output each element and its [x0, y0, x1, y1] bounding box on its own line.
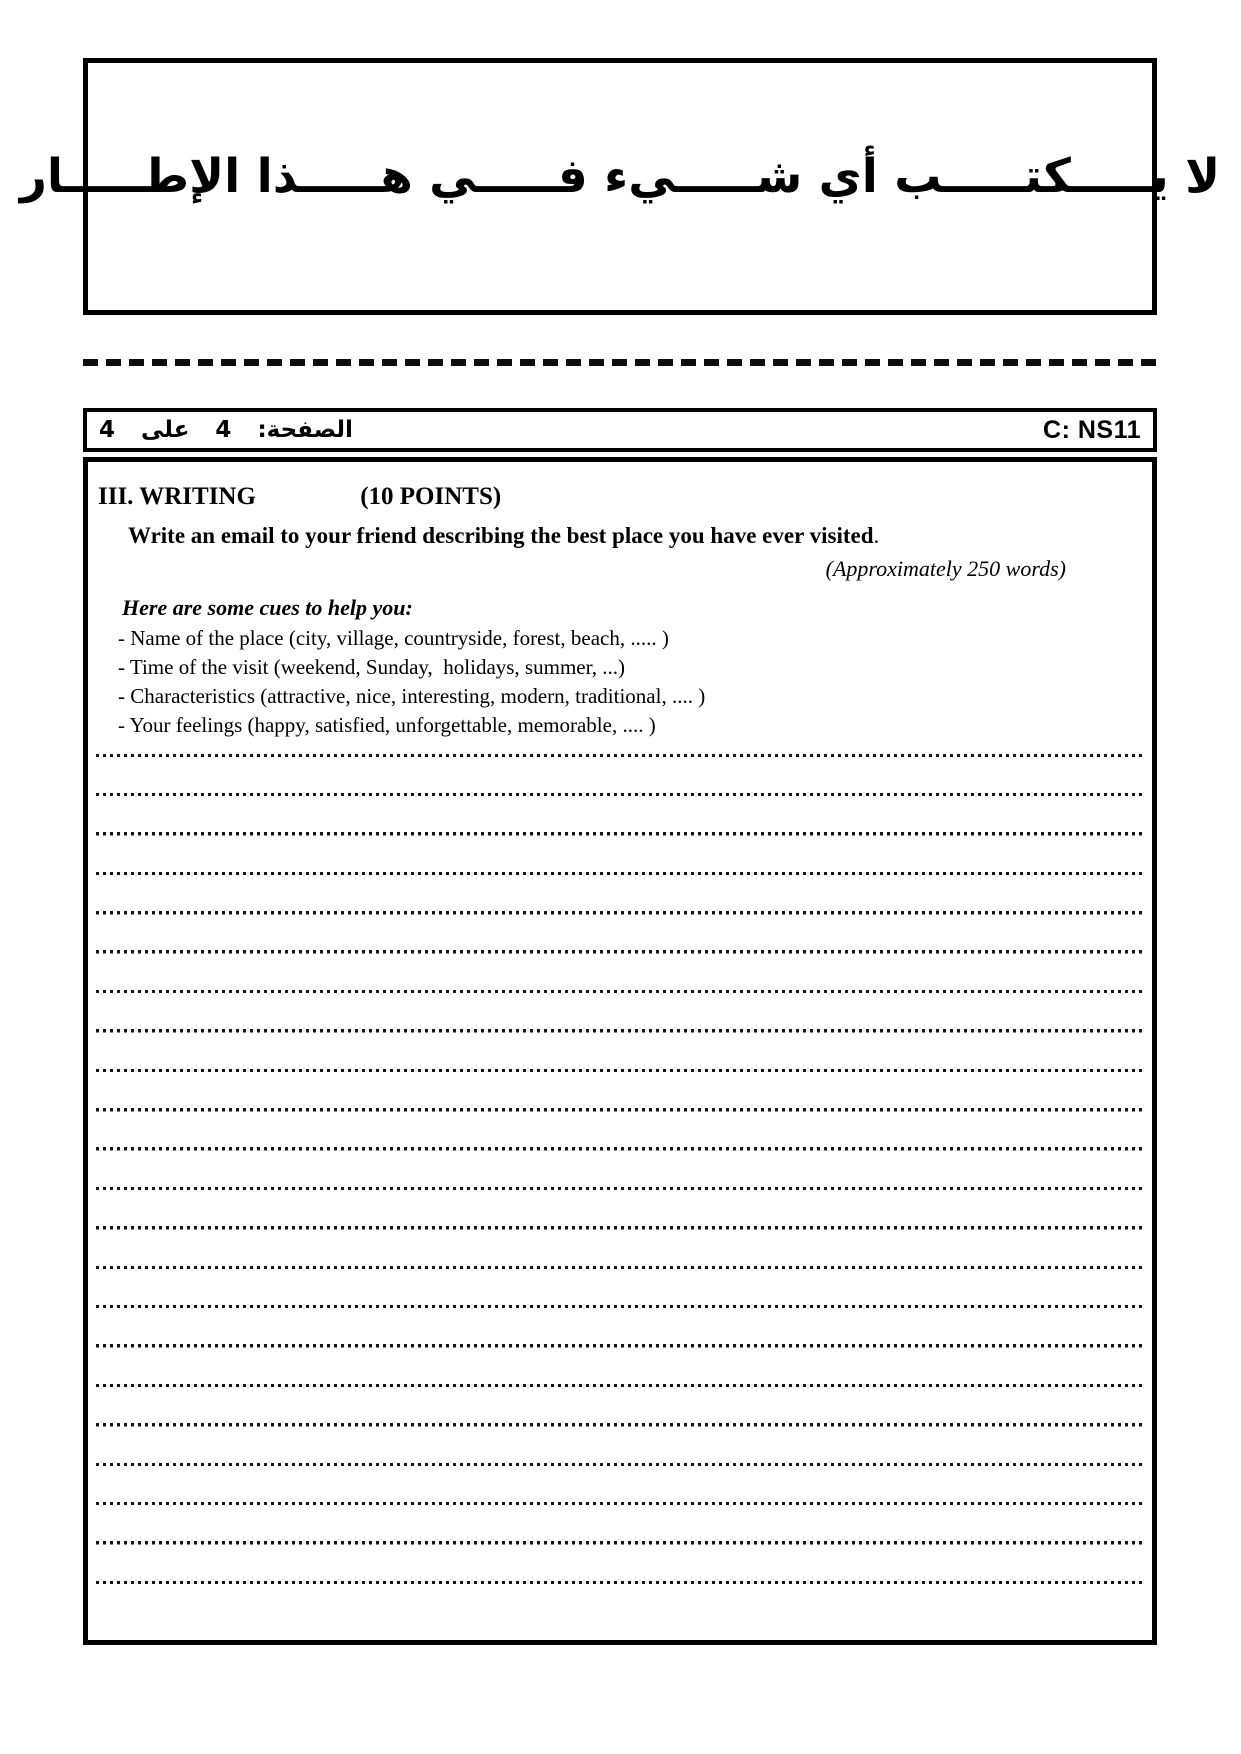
cue-item: - Your feelings (happy, satisfied, unforgettable, memorable, .... ) — [118, 713, 656, 737]
answer-line — [96, 796, 1144, 835]
writing-prompt-text: Write an email to your friend describing the best place you have ever visited — [128, 523, 874, 548]
writing-prompt — [128, 522, 1144, 550]
answer-line — [96, 1348, 1144, 1387]
answer-line — [96, 1466, 1144, 1505]
answer-line — [96, 1112, 1144, 1151]
page-number-info — [99, 417, 353, 443]
no-write-frame-box — [19, 58, 1221, 315]
section-title: III. WRITING — [98, 483, 256, 510]
cues-list — [118, 624, 1144, 740]
dashed-separator — [83, 359, 1157, 366]
writing-section-box — [83, 457, 1157, 1645]
cues-intro: Here are some cues to help you: — [122, 595, 413, 620]
page-header-bar — [83, 408, 1157, 452]
answer-line — [96, 757, 1144, 796]
answer-line — [96, 1190, 1144, 1229]
answer-line — [96, 1308, 1144, 1347]
cue-item: - Name of the place (city, village, countryside, forest, beach, ..... ) — [118, 626, 669, 650]
answer-line — [96, 1505, 1144, 1544]
cue-item: - Characteristics (attractive, nice, interesting, modern, traditional, .... ) — [118, 684, 706, 708]
writing-prompt-period: . — [873, 523, 880, 548]
answer-line — [96, 1072, 1144, 1111]
answer-line — [96, 740, 1144, 757]
cue-item: - Time of the visit (weekend, Sunday, holidays, summer, ...) — [118, 655, 625, 679]
page-label-arabic: الصفحة: — [257, 417, 353, 443]
answer-line — [96, 993, 1144, 1032]
no-write-notice-arabic: لا يـــــكتـــــب أي شـــــيء فـــــي هـــــذا الإطـــــار — [19, 149, 1221, 204]
page-current-number: 4 — [215, 417, 232, 443]
section-points: (10 POINTS) — [360, 483, 502, 510]
answer-line — [96, 954, 1144, 993]
answer-line — [96, 875, 1144, 914]
answer-line — [96, 1269, 1144, 1308]
answer-line — [96, 1387, 1144, 1426]
answer-line — [96, 836, 1144, 875]
answer-line — [96, 1230, 1144, 1269]
section-heading — [98, 482, 1144, 512]
exam-code: C: NS11 — [1043, 415, 1141, 444]
word-count-note: (Approximately 250 words) — [825, 556, 1066, 581]
page-total-number: 4 — [99, 417, 116, 443]
answer-line — [96, 1151, 1144, 1190]
answer-line — [96, 1545, 1144, 1584]
answer-lines — [96, 740, 1144, 1584]
answer-line — [96, 915, 1144, 954]
answer-line — [96, 1033, 1144, 1072]
answer-line — [96, 1427, 1144, 1466]
page-of-word-arabic: على — [141, 417, 190, 443]
